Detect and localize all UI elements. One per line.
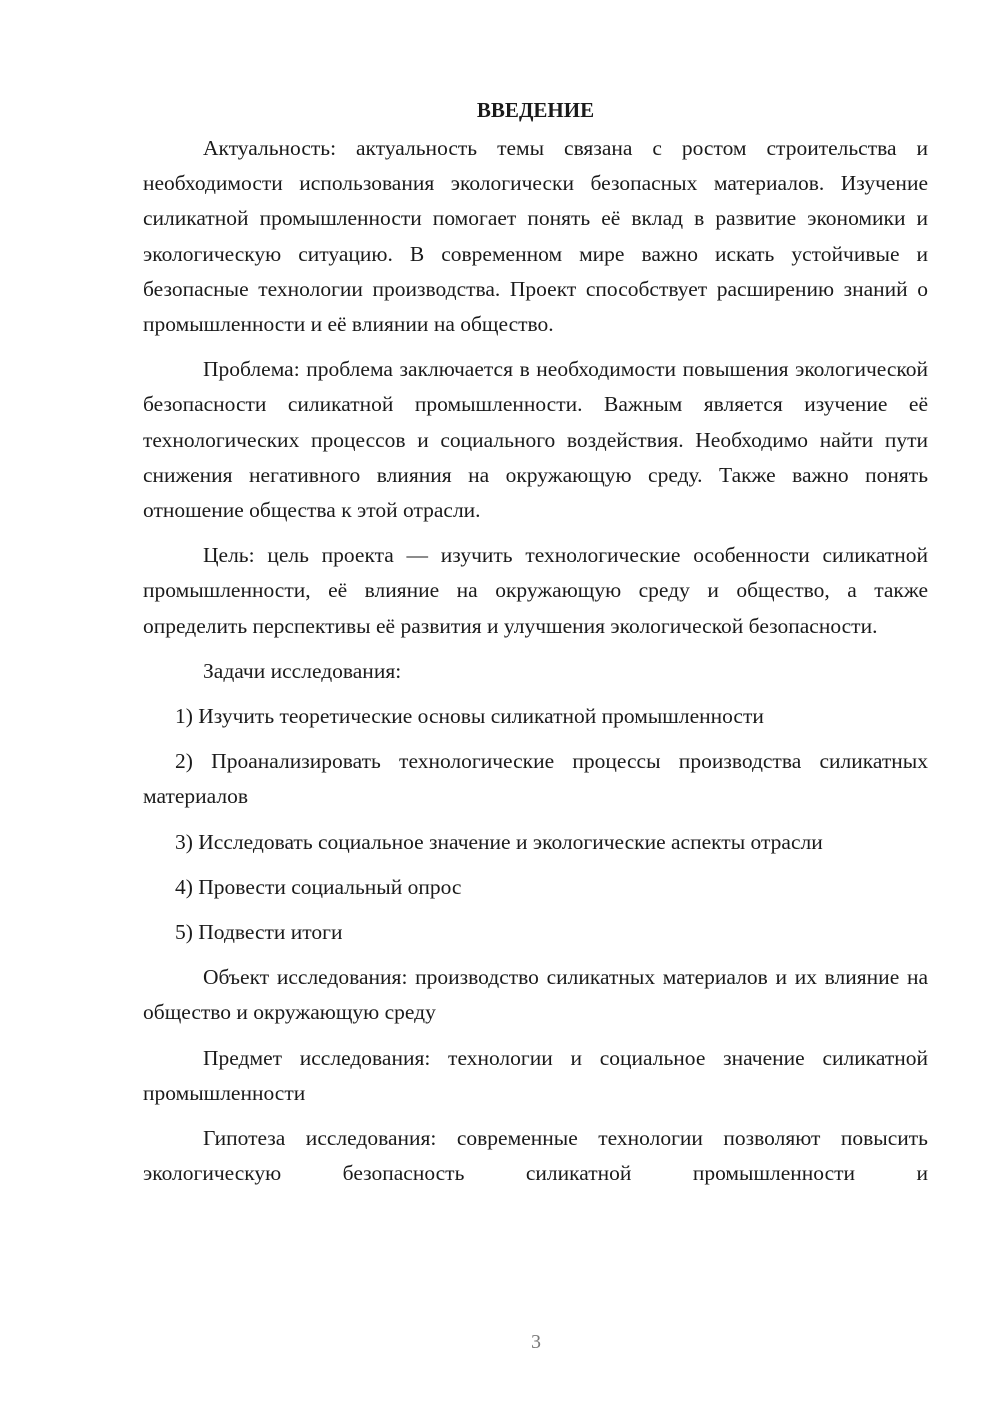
list-item: 2) Проанализировать технологические процессы производства силикатных материалов <box>143 749 928 809</box>
paragraph-goal: Цель: цель проекта — изучить технологические особенности силикатной промышленности, её влияние на окружающую среду и общество, а также определить перспективы её развития и улучшения экологической безопасности. <box>143 543 928 638</box>
document-page <box>143 92 928 1191</box>
section-title: ВВЕДЕНИЕ <box>476 98 595 122</box>
tasks-list <box>143 699 928 950</box>
paragraph-subject: Предмет исследования: технологии и социальное значение силикатной промышленности <box>143 1045 928 1105</box>
page-number: 3 <box>531 1331 541 1353</box>
list-item: 1) Изучить теоретические основы силикатной промышленности <box>175 704 764 729</box>
tasks-heading: Задачи исследования: <box>203 658 402 683</box>
list-item: 4) Провести социальный опрос <box>175 874 462 899</box>
paragraph-problem: Проблема: проблема заключается в необходимости повышения экологической безопасности силикатной промышленности. Важным является изучение её технологических процессов и социального воздействия. Необходимо найти пути снижения негативного влияния на окружающую среду. Также важно понять отношение общества к этой отрасли. <box>143 357 928 523</box>
paragraph-object: Объект исследования: производство силикатных материалов и их влияние на общество и окружающую среду <box>143 965 928 1025</box>
list-item: 5) Подвести итоги <box>175 920 343 945</box>
paragraph-relevance: Актуальность: актуальность темы связана с ростом строительства и необходимости использования экологически безопасных материалов. Изучение силикатной промышленности помогает понять её вклад в развитие экономики и экологическую ситуацию. В современном мире важно искать устойчивые и безопасные технологии производства. Проект способствует расширению знаний о промышленности и её влиянии на общество. <box>143 136 928 337</box>
paragraph-hypothesis: Гипотеза исследования: современные технологии позволяют повысить экологическую безопасность силикатной промышленности и <box>143 1126 928 1186</box>
list-item: 3) Исследовать социальное значение и экологические аспекты отрасли <box>175 829 823 854</box>
